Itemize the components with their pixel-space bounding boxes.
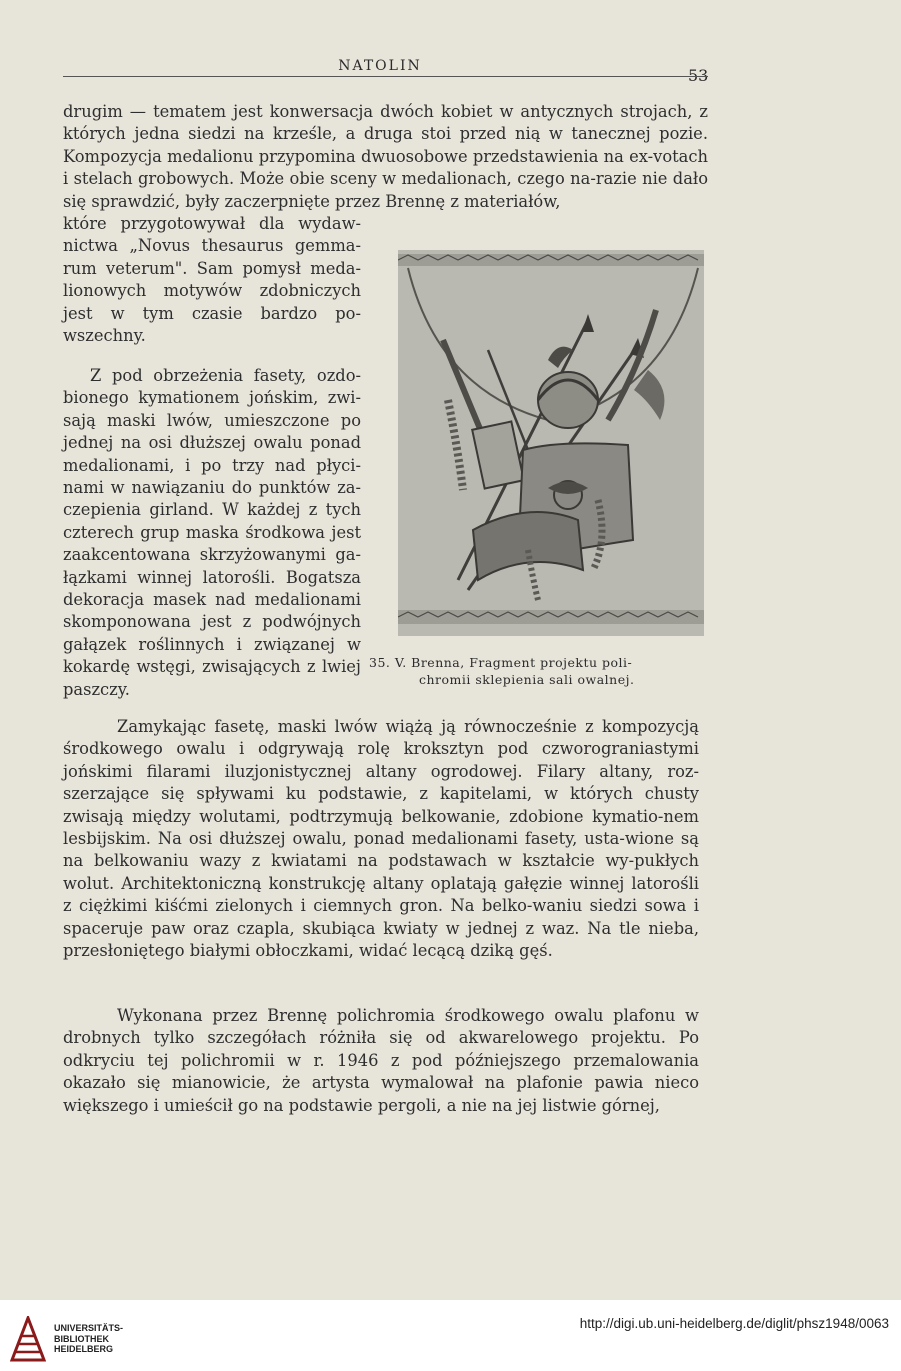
figure-caption-line: chromii sklepienia sali owalnej. (419, 672, 635, 687)
library-name-line: BIBLIOTHEK (54, 1333, 109, 1344)
library-name-line: UNIVERSITÄTS- (54, 1323, 124, 1333)
digitization-footer (0, 1300, 901, 1371)
body-paragraph: które przygotowywał dla wydaw-nictwa „Novus thesaurus gemma-rum veterum". Sam pomysł meda-lionowych motywów zdobniczych jest w tym czasie bardzo po-wszechny. (63, 214, 361, 346)
figure-caption (369, 654, 709, 688)
body-paragraph: drugim — tematem jest konwersacja dwóch kobiet w antycznych strojach, z których jedna siedzi na krześle, a druga stoi przed nią w tanecznej pozie. Kompozycja medalionu przypomina dwuosobowe przedstawienia na ex-votach i stelach grobowych. Może obie sceny w medalionach, czego na-razie nie dało się sprawdzić, były zaczerpnięte przez Brennę z materiałów, (63, 102, 708, 211)
header-rule (63, 76, 708, 77)
library-name (54, 1323, 123, 1355)
running-title: NATOLIN (338, 58, 422, 74)
body-paragraph: Wykonana przez Brennę polichromia środkowego owalu plafonu w drobnych tylko szczegółach różniła się od akwarelowego projektu. Po odkryciu tej polichromii w r. 1946 z pod późniejszego przemalowania okazało się mianowicie, że artysta wymalował na plafonie pawia nieco większego i umieścił go na podstawie pergoli, a nie na jej listwie górnej, (63, 1006, 699, 1115)
library-name-line: HEIDELBERG (54, 1344, 114, 1354)
library-logo-icon (10, 1316, 46, 1364)
body-paragraph: Zamykając fasetę, maski lwów wiążą ją równocześnie z kompozycją środkowego owalu i odgrywają rolę kroksztyn pod czworograniastymi jońskimi filarami iluzjonistycznej altany ogrodowej. Filary altany, roz-szerzające się spływami ku podstawie, z kapitelami, w których chusty zwisają między wolutami, podtrzymują belkowanie, zdobione kymatio-nem lesbijskim. Na osi dłuższej owalu, ponad medalionami fasety, usta-wione są na belkowaniu wazy z kwiatami na podstawach w kształcie wy-pukłych wolut. Architektoniczną konstrukcję altany oplatają gałęzie winnej latorośli z ciężkimi kiśćmi zielonych i ciemnych gron. Na belko-waniu siedzi sowa i spaceruje paw oraz czapla, skubiąca kwiaty w jednej z waz. Na tle nieba, przesłoniętego białymi obłoczkami, widać lecącą dziką gęś. (63, 717, 699, 961)
source-url-link[interactable]: http://digi.ub.uni-heidelberg.de/diglit/phsz1948/0063 (579, 1316, 889, 1331)
figure-caption-line: 35. V. Brenna, Fragment projektu poli- (369, 655, 633, 670)
figure-illustration (398, 250, 704, 636)
page-number: 53 (688, 66, 709, 85)
body-paragraph: Z pod obrzeżenia fasety, ozdo-bionego kymationem jońskim, zwi-sają maski lwów, umieszczone po jednej na osi dłuższej owalu ponad medalionami, i po trzy nad płyci-nami w nawiązaniu do punktów za-czepienia girland. W każdej z tych czterech grup maska środkowa jest zaakcentowana skrzyżowanymi ga-łązkami winnej latorośli. Bogatsza dekoracja masek nad medalionami skomponowana jest z podwójnych gałązek roślinnych i związanej w kokardę wstęgi, zwisających z lwiej paszczy. (63, 366, 361, 699)
trophy-drawing (398, 250, 704, 636)
